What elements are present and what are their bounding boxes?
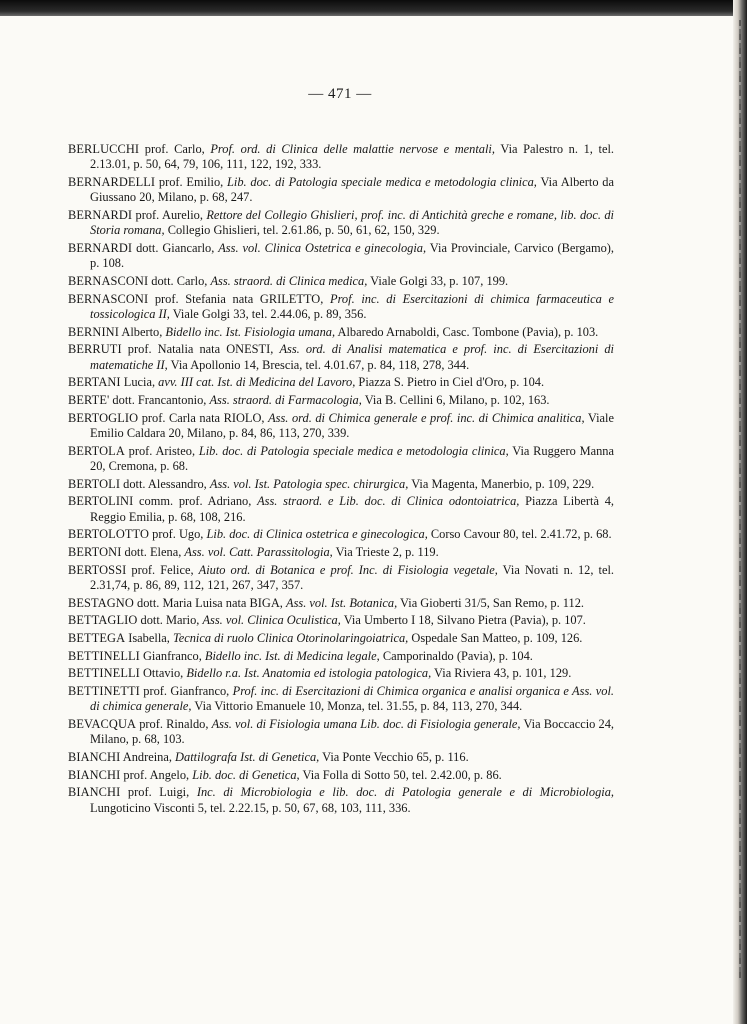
entry-title: dott. Carlo, xyxy=(148,273,211,288)
entry-role: Inc. di Microbiologia e lib. doc. di Patologia generale e di Microbiologia, xyxy=(196,785,615,800)
entry-role: Prof. inc. di Esercitazioni di Chimica organica e analisi organica e Ass. vol. di chimica generale, xyxy=(90,684,614,714)
directory-entry xyxy=(68,768,614,783)
entry-name: BERTONI xyxy=(68,544,122,559)
entry-name: BERTOLOTTO xyxy=(68,527,150,542)
directory-entries xyxy=(68,142,614,818)
entry-name: BERNASCONI xyxy=(68,273,149,288)
entry-role: Ass. vol. Ist. Patologia spec. chirurgica, xyxy=(209,476,409,491)
entry-title: prof. Stefania nata GRILETTO, xyxy=(148,291,330,306)
entry-title: dott. Alessandro, xyxy=(120,476,210,491)
entry-name: BETTINELLI xyxy=(68,648,140,663)
entry-title: prof. Carlo, xyxy=(139,142,211,156)
entry-address: Via Ponte Vecchio 65, p. 116. xyxy=(319,750,469,765)
entry-title: comm. prof. Adriano, xyxy=(133,494,258,509)
entry-title: prof. Gianfranco, xyxy=(139,684,233,699)
scan-top-border xyxy=(0,0,747,16)
directory-entry xyxy=(68,785,614,816)
directory-entry xyxy=(68,393,614,408)
entry-title: prof. Emilio, xyxy=(155,174,228,189)
entry-role: Lib. doc. di Clinica ostetrica e ginecologica, xyxy=(206,527,428,542)
entry-address: Via Gioberti 31/5, San Remo, p. 112. xyxy=(397,595,585,610)
directory-entry xyxy=(68,613,614,628)
directory-entry xyxy=(68,142,614,173)
page-number: — 471 — xyxy=(308,86,372,102)
entry-name: BERRUTI xyxy=(68,342,122,357)
entry-address: Albaredo Arnaboldi, Casc. Tombone (Pavia), p. 103. xyxy=(335,324,599,339)
directory-entry xyxy=(68,175,614,206)
directory-entry xyxy=(68,684,614,715)
directory-entry xyxy=(68,596,614,611)
entry-address: Corso Cavour 80, tel. 2.41.72, p. 68. xyxy=(427,527,612,542)
entry-title: prof. Felice, xyxy=(126,562,199,577)
entry-role: Ass. vol. Clinica Ostetrica e ginecologia, xyxy=(218,240,427,255)
scan-binding-edge xyxy=(733,0,747,1024)
entry-name: BIANCHI xyxy=(68,750,121,765)
directory-entry xyxy=(68,477,614,492)
entry-role: Ass. straord. di Clinica medica, xyxy=(210,273,368,288)
entry-name: BERLUCCHI xyxy=(68,142,140,156)
entry-title: Isabella, xyxy=(125,631,173,646)
entry-name: BERTOLINI xyxy=(68,494,134,509)
directory-entry xyxy=(68,494,614,525)
directory-entry xyxy=(68,444,614,475)
entry-name: BERTANI xyxy=(68,375,121,390)
entry-role: Rettore del Collegio Ghislieri, prof. inc. di Antichità greche e romane, lib. doc. di Storia romana, xyxy=(90,207,614,238)
entry-address: Piazza S. Pietro in Ciel d'Oro, p. 104. xyxy=(355,375,545,390)
directory-entry xyxy=(68,527,614,542)
entry-role: Ass. vol. Ist. Botanica, xyxy=(286,595,398,610)
entry-title: prof. Natalia nata ONESTI, xyxy=(121,342,280,357)
entry-title: prof. Aurelio, xyxy=(132,207,207,222)
entry-role: Aiuto ord. di Botanica e prof. Inc. di Fisiologia vegetale, xyxy=(198,562,498,577)
entry-address: Piazza Libertà 4, Reggio Emilia, p. 68, 108, 216. xyxy=(90,494,615,524)
entry-name: BERTOSSI xyxy=(68,562,127,577)
directory-entry xyxy=(68,666,614,681)
entry-title: Alberto, xyxy=(118,324,166,339)
entry-name: BETTINETTI xyxy=(68,684,140,699)
entry-address: Ospedale San Matteo, p. 109, 126. xyxy=(408,631,583,646)
directory-entry xyxy=(68,292,614,323)
entry-role: Ass. ord. di Chimica generale e prof. inc. di Chimica analitica, xyxy=(268,410,585,425)
entry-role: Ass. straord. e Lib. doc. di Clinica odontoiatrica, xyxy=(257,494,520,509)
entry-address: Via Boccaccio 24, Milano, p. 68, 103. xyxy=(90,717,614,747)
entry-address: Viale Emilio Caldara 20, Milano, p. 84, 86, 113, 270, 339. xyxy=(90,410,614,440)
directory-entry xyxy=(68,545,614,560)
entry-address: Via Provinciale, Carvico (Bergamo), p. 108. xyxy=(90,240,614,271)
entry-address: Viale Golgi 33, tel. 2.44.06, p. 89, 356. xyxy=(169,306,367,321)
directory-entry xyxy=(68,208,614,239)
entry-role: Lib. doc. di Patologia speciale medica e metodologia clinica, xyxy=(227,174,537,189)
entry-name: BIANCHI xyxy=(68,767,121,782)
entry-address: Viale Golgi 33, p. 107, 199. xyxy=(367,273,509,288)
entry-title: prof. Luigi, xyxy=(120,785,197,800)
entry-role: Ass. vol. di Fisiologia umana Lib. doc. di Fisiologia generale, xyxy=(211,717,521,732)
entry-name: BETTAGLIO xyxy=(68,613,138,628)
entry-name: BERTOLI xyxy=(68,476,121,491)
entry-address: Via Trieste 2, p. 119. xyxy=(332,544,439,559)
entry-role: Prof. ord. di Clinica delle malattie nervose e mentali, xyxy=(210,142,495,156)
entry-name: BERTE' xyxy=(68,392,110,407)
entry-role: Ass. vol. Clinica Oculistica, xyxy=(202,613,341,628)
entry-role: Ass. vol. Catt. Parassitologia, xyxy=(184,544,333,559)
entry-title: prof. Aristeo, xyxy=(124,443,199,458)
entry-title: dott. Giancarlo, xyxy=(132,240,219,255)
directory-entry xyxy=(68,649,614,664)
directory-entry xyxy=(68,342,614,373)
entry-address: Lungoticino Visconti 5, tel. 2.22.15, p. 50, 67, 68, 103, 111, 336. xyxy=(90,800,411,815)
entry-name: BERNINI xyxy=(68,324,119,339)
directory-entry xyxy=(68,241,614,272)
entry-title: Lucia, xyxy=(120,375,159,390)
entry-name: BIANCHI xyxy=(68,785,121,800)
entry-role: Bidello inc. Ist. di Medicina legale, xyxy=(204,648,380,663)
entry-role: Ass. ord. di Analisi matematica e prof. inc. di Esercitazioni di matematiche II, xyxy=(90,342,614,372)
entry-name: BETTINELLI xyxy=(68,666,140,681)
entry-title: prof. Ugo, xyxy=(149,527,207,542)
entry-role: avv. III cat. Ist. di Medicina del Lavoro, xyxy=(158,375,356,390)
entry-address: Via Ruggero Manna 20, Cremona, p. 68. xyxy=(90,443,614,473)
entry-name: BERNARDI xyxy=(68,207,133,222)
entry-title: prof. Rinaldo, xyxy=(136,717,212,732)
entry-name: BERTOGLIO xyxy=(68,410,139,425)
entry-name: BEVACQUA xyxy=(68,717,137,732)
directory-entry xyxy=(68,750,614,765)
directory-entry xyxy=(68,717,614,748)
entry-role: Ass. straord. di Farmacologia, xyxy=(209,392,362,407)
entry-address: Via Palestro n. 1, tel. 2.13.01, p. 50, 64, 79, 106, 111, 122, 192, 333. xyxy=(90,142,614,172)
directory-entry xyxy=(68,631,614,646)
entry-address: Via B. Cellini 6, Milano, p. 102, 163. xyxy=(361,392,550,407)
entry-role: Bidello r.a. Ist. Anatomia ed istologia patologica, xyxy=(186,666,432,681)
entry-address: Via Vittorio Emanuele 10, Monza, tel. 31.55, p. 84, 113, 270, 344. xyxy=(191,699,523,714)
entry-address: Collegio Ghislieri, tel. 2.61.86, p. 50, 61, 62, 150, 329. xyxy=(164,223,440,238)
entry-address: Via Apollonio 14, Brescia, tel. 4.01.67, p. 84, 118, 278, 344. xyxy=(167,357,470,372)
entry-title: Gianfranco, xyxy=(139,648,205,663)
entry-name: BETTEGA xyxy=(68,631,126,646)
entry-role: Tecnica di ruolo Clinica Otorinolaringoiatrica, xyxy=(172,631,409,646)
entry-address: Camporinaldo (Pavia), p. 104. xyxy=(379,648,533,663)
directory-entry xyxy=(68,411,614,442)
entry-title: prof. Carla nata RIOLO, xyxy=(138,410,269,425)
entry-name: BERNARDI xyxy=(68,240,133,255)
entry-address: Via Alberto da Giussano 20, Milano, p. 68, 247. xyxy=(90,174,615,205)
entry-address: Via Novati n. 12, tel. 2.31,74, p. 86, 89, 112, 121, 267, 347, 357. xyxy=(90,562,615,592)
entry-name: BERNASCONI xyxy=(68,291,149,306)
entry-title: prof. Angelo, xyxy=(120,767,193,782)
entry-address: Via Riviera 43, p. 101, 129. xyxy=(431,666,572,681)
entry-name: BERTOLA xyxy=(68,443,125,458)
directory-entry xyxy=(68,563,614,594)
directory-entry xyxy=(68,375,614,390)
entry-address: Via Magenta, Manerbio, p. 109, 229. xyxy=(408,476,595,491)
directory-entry xyxy=(68,325,614,340)
entry-address: Via Umberto I 18, Silvano Pietra (Pavia), p. 107. xyxy=(340,613,586,628)
entry-title: dott. Francantonio, xyxy=(109,392,210,407)
entry-role: Prof. inc. di Esercitazioni di chimica farmaceutica e tossicologica II, xyxy=(90,291,614,321)
directory-entry xyxy=(68,274,614,289)
entry-name: BESTAGNO xyxy=(68,595,134,610)
entry-role: Lib. doc. di Patologia speciale medica e metodologia clinica, xyxy=(198,443,509,458)
entry-title: dott. Mario, xyxy=(137,613,203,628)
entry-role: Dattilografa Ist. di Genetica, xyxy=(175,750,320,765)
entry-title: Andreina, xyxy=(120,750,176,765)
entry-role: Lib. doc. di Genetica, xyxy=(192,767,300,782)
entry-address: Via Folla di Sotto 50, tel. 2.42.00, p. 86. xyxy=(299,767,502,782)
entry-name: BERNARDELLI xyxy=(68,174,156,189)
entry-title: dott. Maria Luisa nata BIGA, xyxy=(133,595,287,610)
entry-title: Ottavio, xyxy=(139,666,187,681)
entry-role: Bidello inc. Ist. Fisiologia umana, xyxy=(165,324,336,339)
entry-title: dott. Elena, xyxy=(121,544,185,559)
